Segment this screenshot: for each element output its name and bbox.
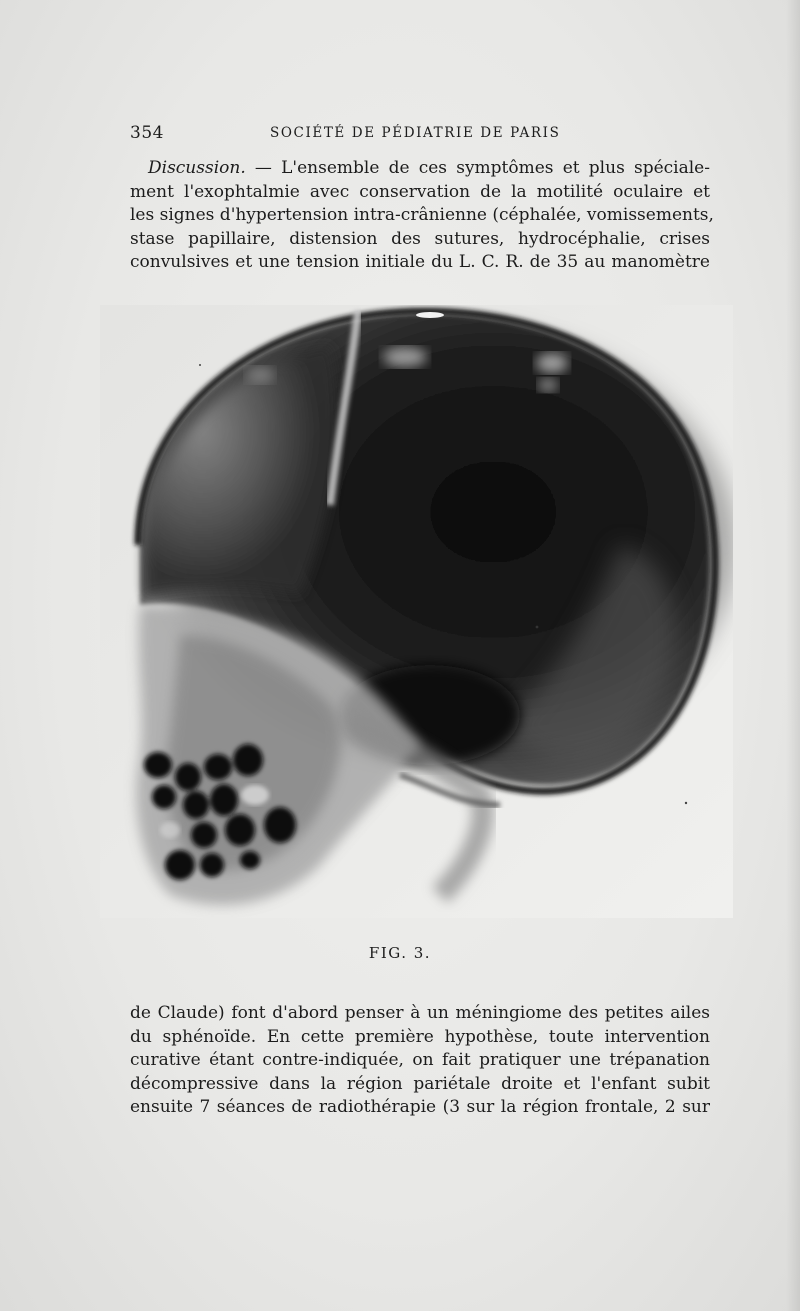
paragraph-bottom	[130, 1002, 710, 1120]
paragraph-line: ensuite 7 séances de radiothérapie (3 sur la région frontale, 2 sur	[130, 1097, 710, 1118]
journal-title: SOCIÉTÉ DE PÉDIATRIE DE PARIS	[270, 125, 561, 141]
paragraph-line: du sphénoïde. En cette première hypothèse, toute intervention	[130, 1026, 710, 1047]
paragraph-line: ment l'exophtalmie avec conservation de la motilité oculaire et	[130, 181, 710, 202]
running-head	[130, 123, 710, 145]
paragraph-line	[130, 157, 710, 181]
page-edge-shadow	[786, 0, 800, 1311]
paragraph-top	[130, 157, 714, 275]
paragraph-line: stase papillaire, distension des sutures, hydrocéphalie, crises	[130, 228, 710, 249]
paragraph-line: curative étant contre-indiquée, on fait pratiquer une trépanation	[130, 1050, 710, 1071]
paragraph-line: décompressive dans la région pariétale droite et l'enfant subit	[130, 1073, 710, 1094]
paragraph-line-text: — L'ensemble de ces symptômes et plus spéciale-	[245, 158, 710, 178]
skull-xray-image	[100, 305, 733, 918]
discussion-label: Discussion.	[148, 158, 246, 178]
figure-caption: FIG. 3.	[368, 944, 432, 962]
paragraph-line: convulsives et une tension initiale du L. C. R. de 35 au manomètre	[130, 252, 710, 273]
page-number: 354	[130, 123, 164, 143]
skull-xray-figure	[100, 305, 733, 918]
paragraph-line: de Claude) font d'abord penser à un méningiome des petites ailes	[130, 1003, 710, 1023]
paragraph-line: les signes d'hypertension intra-crânienne (céphalée, vomissements,	[130, 205, 714, 226]
